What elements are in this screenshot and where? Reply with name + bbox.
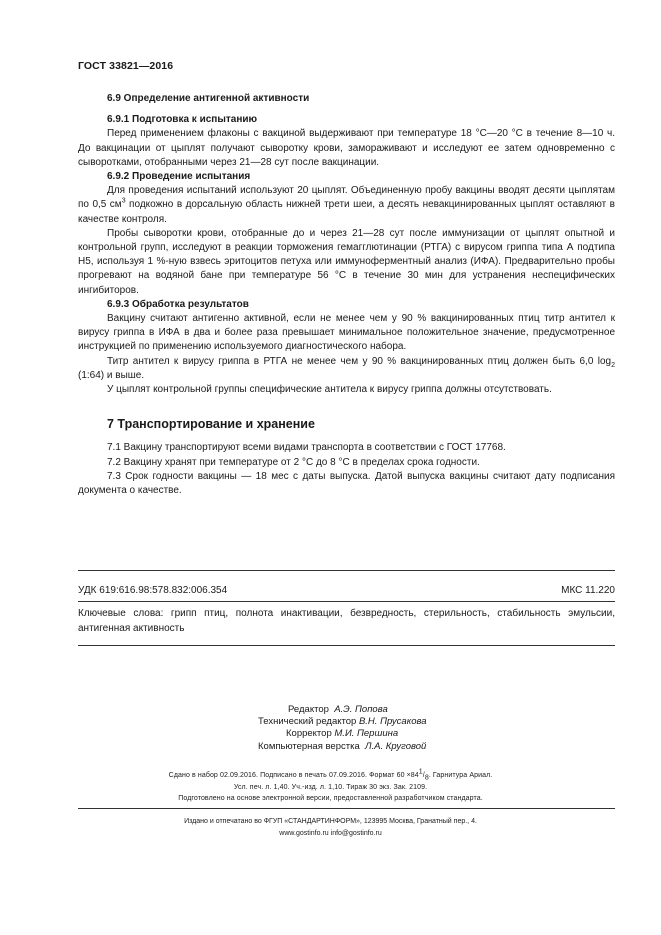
section-7-title: 7 Транспортирование и хранение [107, 417, 315, 432]
section-6-9-2-title: 6.9.2 Проведение испытания [107, 171, 251, 183]
section-6-9-2-paragraph-2: Пробы сыворотки крови, отобранные до и через 21—28 сут после иммунизации от цыплят опытной и контрольной групп, исследуют в реакции торможения гемагглютинации (РТГА) с вирусом гриппа типа А подтипа Н5, используя 1 %-ную взвесь эритоцитов петуха или иммуноферментный анализ (ИФА). Предварительно пробы прогревают на водяной бане при температуре 56 °С в течение 30 мин для устранения неспецифических ингибиторов. [78, 227, 615, 296]
imprint-line-3: Подготовлено на основе электронной версии, предоставленной разработчиком стандарта. [178, 795, 483, 802]
section-6-9-3-paragraph-3: У цыплят контрольной группы специфические антитела к вирусу гриппа должны отсутствовать. [107, 384, 552, 396]
section-7-3-paragraph: 7.3 Срок годности вакцины — 18 мес с даты выпуска. Датой выпуска вакцины считают дату подписания документа о качестве. [78, 470, 615, 497]
keywords: Ключевые слова: грипп птиц, полнота инактивации, безвредность, стерильность, стабильность эмульсии, антигенная активность [78, 608, 615, 634]
section-6-9-3-title: 6.9.3 Обработка результатов [107, 298, 249, 310]
credits-block [0, 704, 661, 753]
imprint-line-2: Усл. печ. л. 1,40. Уч.-изд. л. 1,10. Тираж 30 экз. Зак. 2109. [233, 783, 428, 791]
divider-imprint [78, 808, 615, 809]
classification-row [78, 585, 615, 596]
section-6-9-title: 6.9 Определение антигенной активности [107, 93, 310, 104]
section-6-9-2-paragraph-1: Для проведения испытаний используют 20 цыплят. Объединенную пробу вакцины вводят десяти цыплятам по 0,5 $см^3$ подкожно в дорсальную область нижней трети шеи, а десять невакцинированных цыплят оставляют в качестве контроля. [78, 185, 615, 225]
section-6-9-3-paragraph-2: Титр антител к вирусу гриппа в РТГА не менее чем у 90 % вакцинированных птиц должен быть 6,0 $\log_2$ (1:64) и выше. [78, 355, 615, 381]
publisher-block [0, 816, 661, 839]
credit-tech-editor: Технический редактор В.Н. Прусакова [258, 716, 427, 728]
publisher-address: Издано и отпечатано во ФГУП «СТАНДАРТИНФОРМ», 123995 Москва, Гранатный пер., 4. [184, 818, 477, 825]
divider-middle [78, 601, 615, 602]
credit-corrector: Корректор М.И. Першина [286, 728, 399, 740]
imprint-line-1: Сдано в набор 02.09.2016. Подписано в печать 07.09.2016. Формат $60 \times 84^1/_8$. Гарнитура Ариал. [168, 768, 493, 782]
section-6-9-1-title: 6.9.1 Подготовка к испытанию [107, 114, 258, 126]
divider-bottom [78, 645, 615, 646]
udk-code: УДК 619:616.98:578.832:006.354 [78, 585, 228, 596]
divider-top [78, 570, 615, 571]
imprint-block [0, 770, 661, 805]
section-7-2-paragraph: 7.2 Вакцину хранят при температуре от 2 °С до 8 °С в пределах срока годности. [107, 456, 480, 468]
credit-layout: Компьютерная верстка Л.А. Круговой [258, 740, 427, 752]
publisher-contacts: www.gostinfo.ru info@gostinfo.ru [279, 829, 382, 837]
section-7-1-paragraph: 7.1 Вакцину транспортируют всеми видами транспорта в соответствии с ГОСТ 17768. [107, 442, 506, 454]
main-content [78, 92, 615, 498]
page-header: ГОСТ 33821—2016 [78, 60, 174, 72]
mks-code: МКС 11.220 [561, 585, 615, 596]
credit-editor: Редактор А.Э. Попова [288, 704, 388, 715]
section-6-9-1-paragraph: Перед применением флаконы с вакциной выдерживают при температуре 18 °С—20 °С в течение 8—10 ч. До вакцинации от цыплят получают сыворотку крови, замораживают и исследуют ее затем одновременно с сыворотками, отобранными через 21—28 сут после вакцинации. [78, 128, 615, 168]
section-6-9-3-paragraph-1: Вакцину считают антигенно активной, если не менее чем у 90 % вакцинированных птиц титр антител к вирусу гриппа в ИФА в два и более раза превышает минимальное положительное значение, предусмотренное инструкцией по применению используемого диагностического набора. [78, 313, 615, 353]
